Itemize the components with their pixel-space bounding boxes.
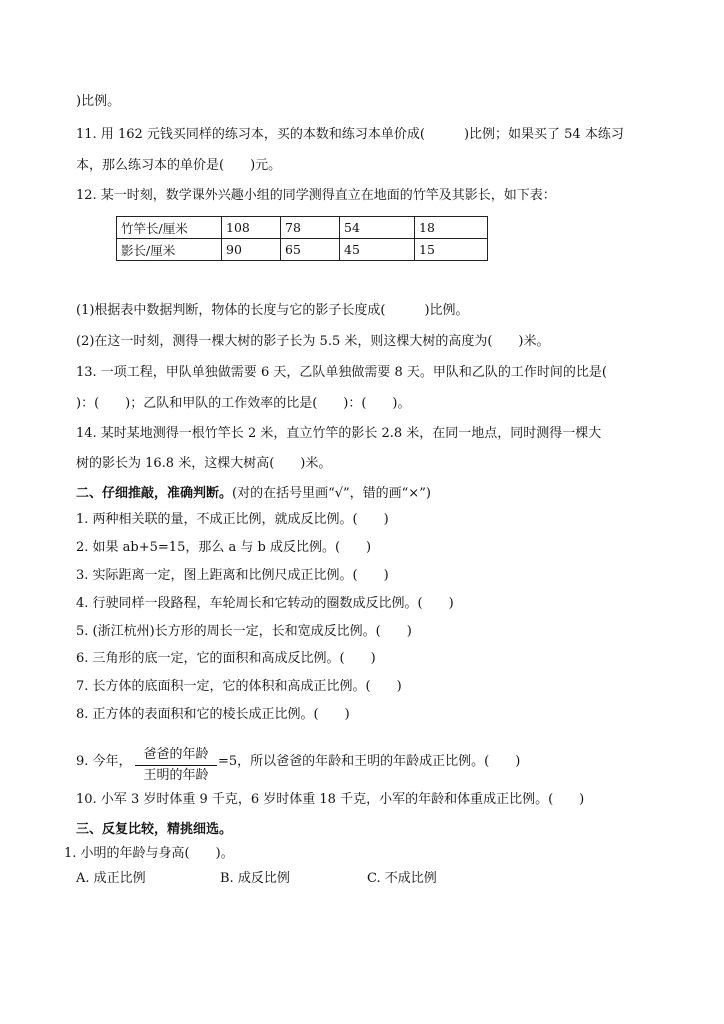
judge-item-5: 5. (浙江杭州)长方形的周长一定，长和宽成反比例。( ) (76, 624, 412, 639)
question-11-line-1: 11. 用 162 元钱买同样的练习本，买的本数和练习本单价成( )比例；如果买了 54 本练习 (76, 127, 624, 142)
table-cell: 78 (281, 217, 340, 239)
fraction-denominator: 王明的年龄 (143, 768, 209, 783)
table-cell: 45 (340, 239, 415, 261)
table-cell: 影长/厘米 (117, 239, 222, 261)
continued-line: )比例。 (76, 94, 121, 109)
question-12-stem: 12. 某一时刻，数学课外兴趣小组的同学测得直立在地面的竹竿及其影长，如下表： (76, 188, 556, 203)
table-cell: 65 (281, 239, 340, 261)
fraction-numerator: 爸爸的年龄 (135, 746, 217, 766)
section-2-title: 二、仔细推敲，准确判断。 (76, 486, 233, 501)
table-cell: 90 (222, 239, 281, 261)
choice-option-b: B. 成反比例 (220, 871, 290, 886)
judge-item-6: 6. 三角形的底一定，它的面积和高成反比例。( ) (76, 651, 376, 666)
question-14-line-2: 树的影长为 16.8 米，这棵大树高( )米。 (76, 456, 332, 471)
judge-item-7: 7. 长方体的底面积一定，它的体积和高成正比例。( ) (76, 679, 402, 694)
table-row (117, 239, 488, 261)
table-row (117, 217, 488, 239)
question-13-line-2: )：( )；乙队和甲队的工作效率的比是( )：( )。 (76, 396, 411, 411)
question-14-line-1: 14. 某时某地测得一根竹竿长 2 米，直立竹竿的影长 2.8 米，在同一地点，同时测得一棵大 (76, 426, 602, 441)
judge-item-4: 4. 行驶同样一段路程，车轮周长和它转动的圈数成反比例。( ) (76, 596, 454, 611)
table-cell: 竹竿长/厘米 (117, 217, 222, 239)
choice-option-a: A. 成正比例 (76, 871, 146, 886)
age-fraction (135, 746, 217, 785)
table-cell: 15 (415, 239, 488, 261)
bamboo-shadow-table (116, 216, 488, 261)
judge-item-8: 8. 正方体的表面积和它的棱长成正比例。( ) (76, 707, 350, 722)
section-2-note: (对的在括号里画“√”，错的画“×”) (232, 486, 431, 501)
choice-option-c: C. 不成比例 (367, 871, 437, 886)
table-cell: 18 (415, 217, 488, 239)
question-12-part-2: (2)在这一时刻，测得一棵大树的影子长为 5.5 米，则这棵大树的高度为( )米。 (76, 334, 550, 349)
question-12-part-1: (1)根据表中数据判断，物体的长度与它的影子长度成( )比例。 (76, 303, 469, 318)
choice-question-1-stem: 1. 小明的年龄与身高( )。 (64, 846, 234, 861)
judge-item-3: 3. 实际距离一定，图上距离和比例尺成正比例。( ) (76, 568, 389, 583)
table-cell: 108 (222, 217, 281, 239)
section-3-title: 三、反复比较，精挑细选。 (76, 822, 233, 837)
judge-item-10: 10. 小军 3 岁时体重 9 千克，6 岁时体重 18 千克，小军的年龄和体重成正比例。( ) (76, 792, 585, 807)
judge-item-2: 2. 如果 ab+5=15，那么 a 与 b 成反比例。( ) (76, 540, 372, 555)
question-13-line-1: 13. 一项工程，甲队单独做需要 6 天，乙队单独做需要 8 天。甲队和乙队的工作时间的比是( (76, 365, 607, 380)
table-cell: 54 (340, 217, 415, 239)
section-2-heading (76, 485, 431, 503)
judge-item-9-suffix: =5，所以爸爸的年龄和王明的年龄成正比例。( ) (218, 754, 521, 769)
judge-item-9-prefix: 9. 今年， (76, 754, 132, 769)
question-11-line-2: 本，那么练习本的单价是( )元。 (76, 158, 282, 173)
judge-item-1: 1. 两种相关联的量，不成正比例，就成反比例。( ) (76, 512, 389, 527)
